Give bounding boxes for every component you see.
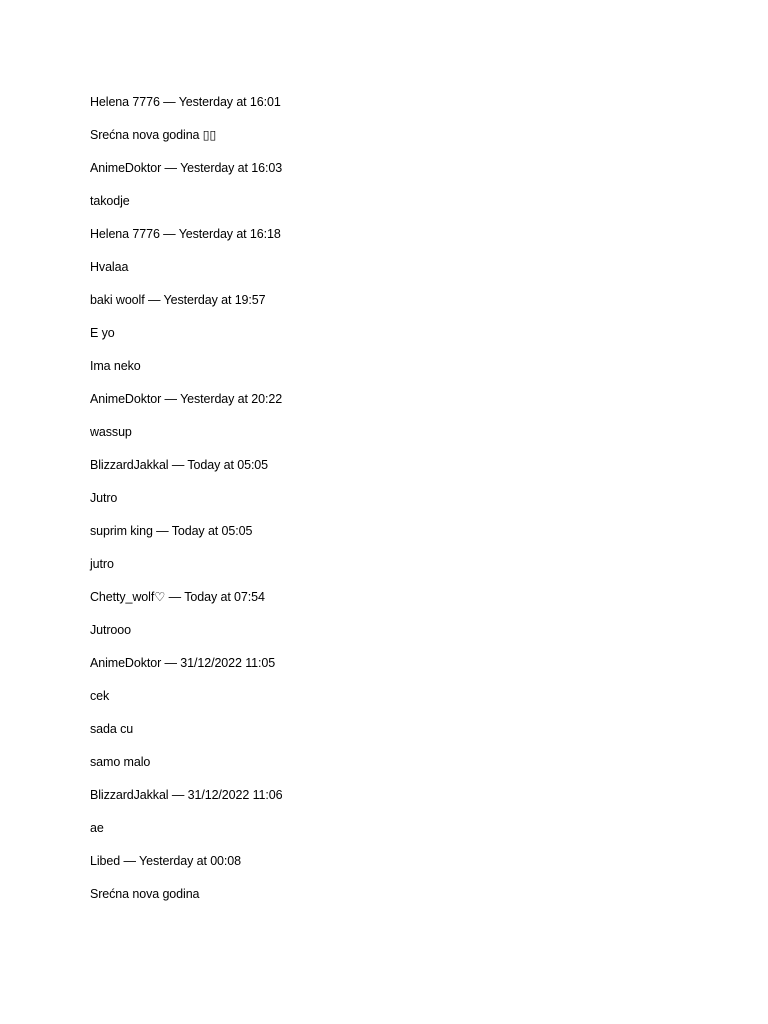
message-header: AnimeDoktor — 31/12/2022 11:05 [90,656,276,670]
message-header: Libed — Yesterday at 00:08 [90,854,241,868]
message-header: Helena 7776 — Yesterday at 16:01 [90,95,281,109]
message-text: E yo [90,326,115,340]
message-header: Helena 7776 — Yesterday at 16:18 [90,227,281,241]
message-text: sada cu [90,722,134,736]
message-text: samo malo [90,755,151,769]
message-header: BlizzardJakkal — 31/12/2022 11:06 [90,788,283,802]
message-text: Jutro [90,491,118,505]
message-header: AnimeDoktor — Yesterday at 16:03 [90,161,283,175]
message-header: suprim king — Today at 05:05 [90,524,253,538]
message-text: takodje [90,194,130,208]
message-header: baki woolf — Yesterday at 19:57 [90,293,266,307]
message-header: Chetty_wolf♡ — Today at 07:54 [90,590,265,604]
message-text: Srećna nova godina [90,887,200,901]
message-text: wassup [90,425,132,439]
message-text: Srećna nova godina ▯▯ [90,128,217,142]
document-body [90,92,730,917]
message-text: Hvalaa [90,260,129,274]
message-header: AnimeDoktor — Yesterday at 20:22 [90,392,283,406]
message-text: jutro [90,557,114,571]
message-text: cek [90,689,110,703]
message-header: BlizzardJakkal — Today at 05:05 [90,458,269,472]
message-text: ae [90,821,104,835]
message-text: Ima neko [90,359,141,373]
message-text: Jutrooo [90,623,131,637]
